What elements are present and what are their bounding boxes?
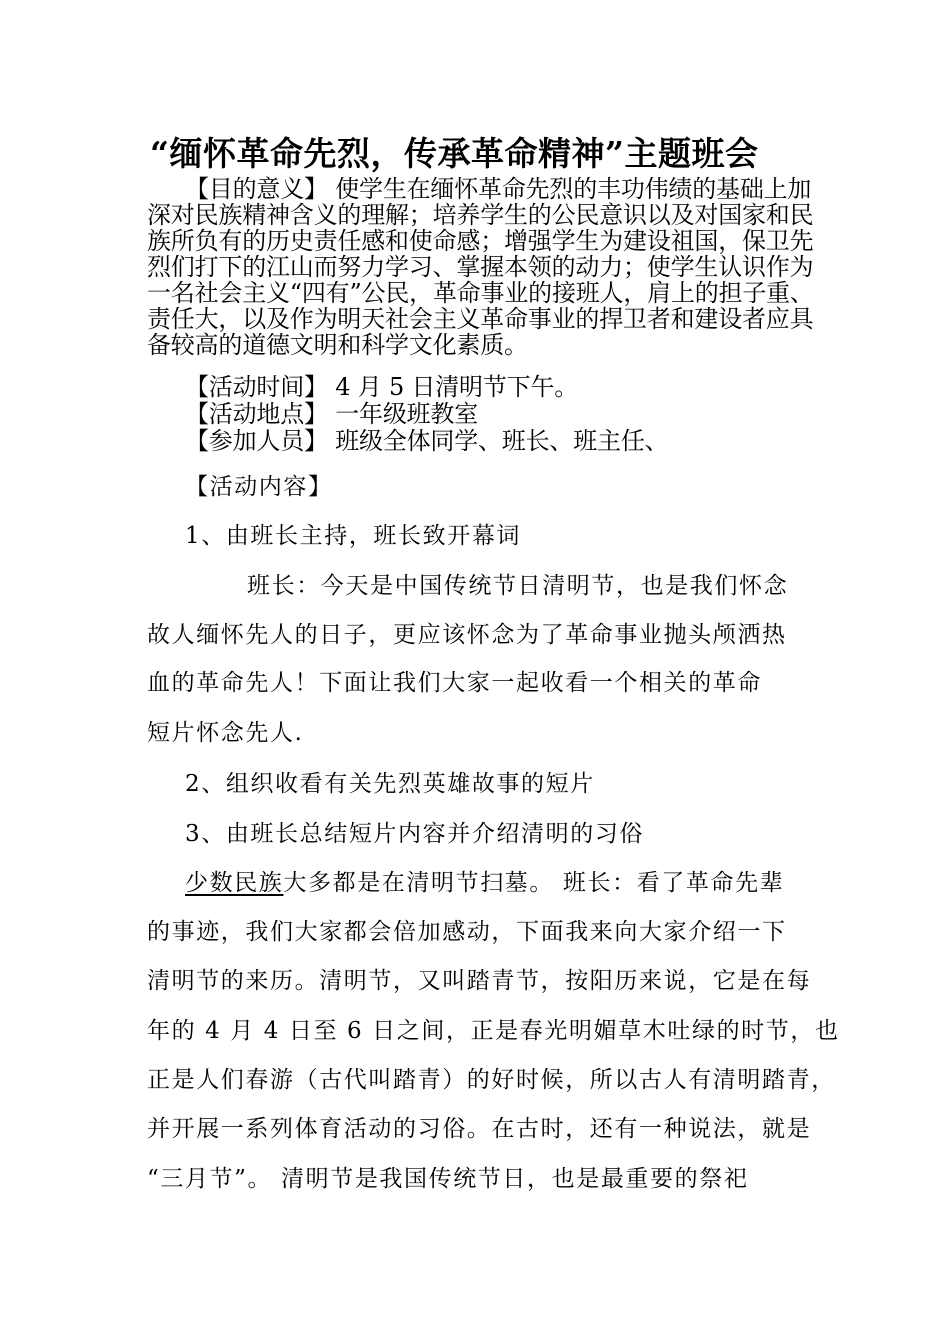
purpose-paragraph: 【目的意义】 使学生在缅怀革命先烈的丰功伟绩的基础上加深对民族精神含义的理解；培养学生的公民意识以及对国家和民族所负有的历史责任感和使命感；增强学生为建设祖国，保卫先烈们打下的江山而努力学习、掌握本领的动力；使学生认识作为一名社会主义“四有”公民，革命事业的接班人，肩上的担子重、责任大，以及作为明天社会主义革命事业的捍卫者和建设者应具备较高的道德文明和科学文化素质。 xyxy=(147,175,814,359)
activity-content-heading: 【活动内容】 xyxy=(185,474,333,500)
activity-place: 【活动地点】 一年级班教室 xyxy=(185,400,479,428)
paragraph-line-text: 大多都是在清明节扫墓。 班长：看了革命先辈 xyxy=(283,870,785,896)
speech-line: 故人缅怀先人的日子，更应该怀念为了革命事业抛头颅洒热 xyxy=(147,622,787,648)
paragraph-line: “三月节”。 清明节是我国传统节日，也是最重要的祭祀 xyxy=(147,1166,749,1192)
paragraph-line: 的事迹，我们大家都会倍加感动，下面我来向大家介绍一下 xyxy=(147,919,787,945)
paragraph-line: 并开展一系列体育活动的习俗。在古时，还有一种说法，就是 xyxy=(147,1116,812,1142)
minority-link[interactable]: 少数民族 xyxy=(185,870,284,896)
speech-line: 短片怀念先人. xyxy=(147,720,304,746)
step-3: 3、由班长总结短片内容并介绍清明的习俗 xyxy=(185,821,645,847)
document-title: “缅怀革命先烈，传承革命精神”主题班会 xyxy=(150,134,759,173)
paragraph-line: 清明节的来历。清明节，又叫踏青节，按阳历来说，它是在每 xyxy=(147,968,812,994)
speech-line: 班长：今天是中国传统节日清明节，也是我们怀念 xyxy=(247,573,789,599)
step-2: 2、组织收看有关先烈英雄故事的短片 xyxy=(185,771,595,797)
participants: 【参加人员】 班级全体同学、班长、班主任、 xyxy=(185,427,669,455)
paragraph-line: 年的 4 月 4 日至 6 日之间，正是春光明媚草木吐绿的时节，也 xyxy=(147,1018,840,1044)
paragraph-line: 正是人们春游（古代叫踏青）的好时候，所以古人有清明踏青， xyxy=(147,1067,836,1093)
paragraph-line xyxy=(147,864,827,897)
step-1: 1、由班长主持，班长致开幕词 xyxy=(185,523,522,549)
activity-time: 【活动时间】 4 月 5 日清明节下午。 xyxy=(185,373,579,401)
speech-line: 血的革命先人！下面让我们大家一起收看一个相关的革命 xyxy=(147,670,762,696)
